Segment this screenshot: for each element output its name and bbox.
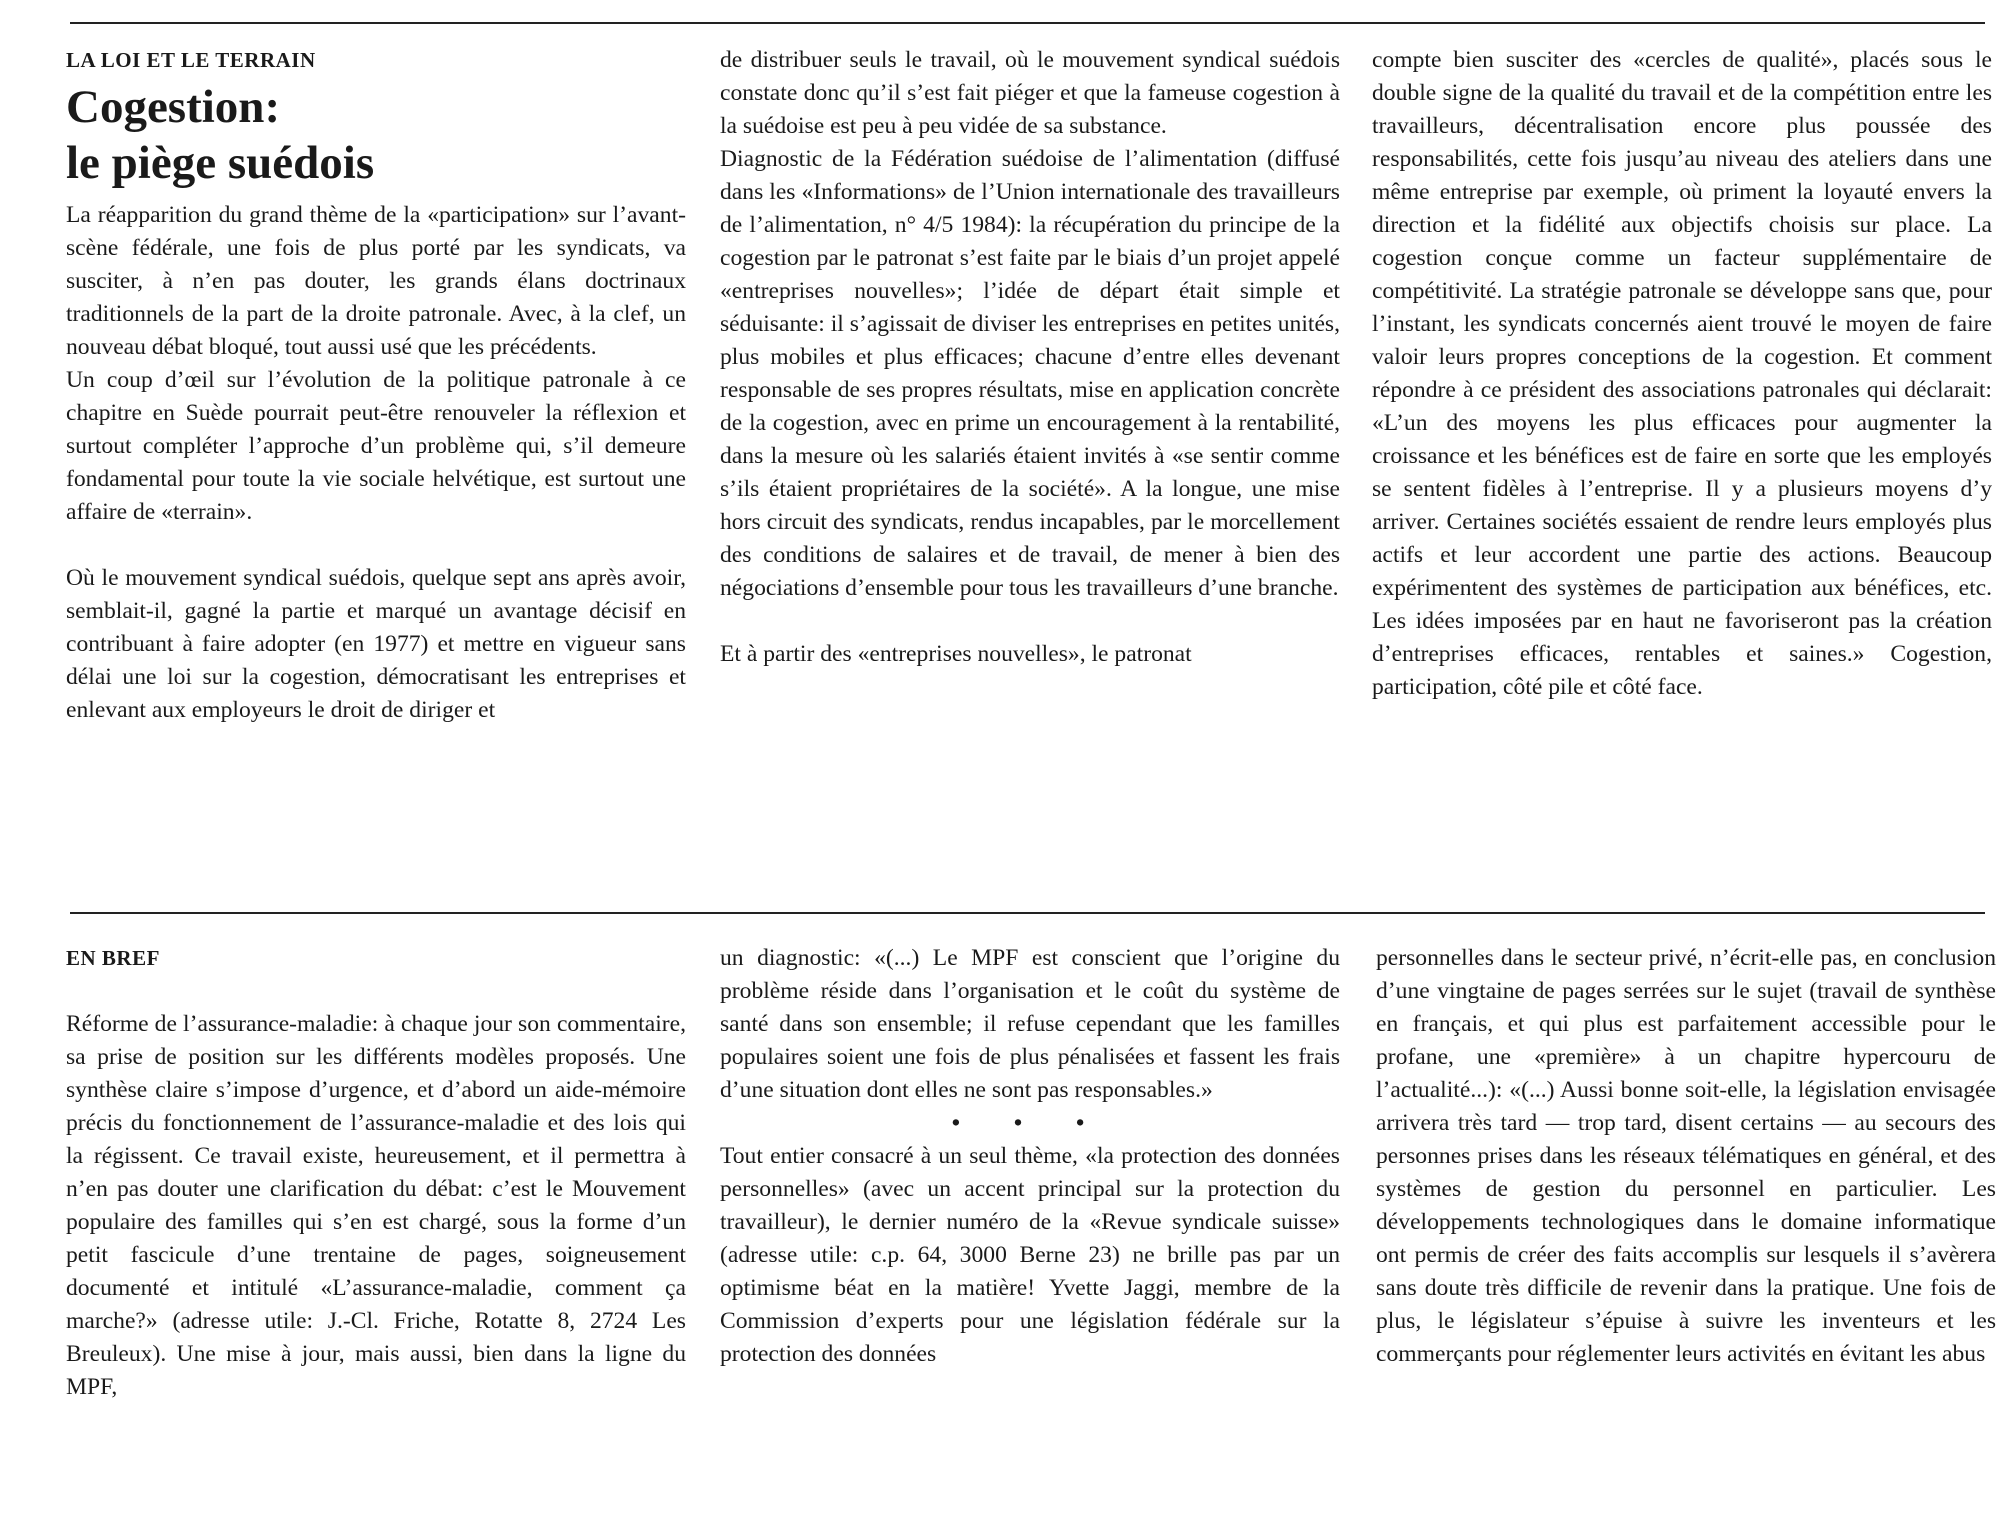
paragraph: compte bien susciter des «cercles de qualité», placés sous le double signe de la qualité du travail et de la compétition entre les travailleurs, décentralisation encore plus poussée des responsabilités, cette fois jusqu’au niveau des ateliers dans une même entreprise par exemple, où priment la loyauté envers la direction et la fidélité aux objectifs choisis sur place. La cogestion conçue comme un facteur supplémentaire de compétitivité. La stratégie patronale se développe sans que, pour l’instant, les syndicats concernés aient trouvé le moyen de faire valoir leurs propres conceptions de la cogestion. Et comment répondre à ce président des associations patronales qui déclarait: «L’un des moyens les plus efficaces pour augmenter la croissance et les bénéfices est de faire en sorte que les employés se sentent fidèles à l’entreprise. Il y a plusieurs moyens d’y arriver. Certaines sociétés essaient de rendre leurs employés plus actifs et leur accordent une partie des actions. Beaucoup expérimentent des systèmes de participation aux bénéfices, etc. Les idées imposées par en haut ne favoriseront pas la création d’entreprises efficaces, rentables et saines.» Cogestion, participation, côté pile et côté face.: [1372, 47, 1992, 700]
paragraph: Un coup d’œil sur l’évolution de la politique patronale à ce chapitre en Suède pourrait peut-être renouveler la réflexion et surtout compléter l’approche d’un problème qui, s’il demeure fondamental pour toute la vie sociale helvétique, est surtout une affaire de «terrain».: [66, 367, 686, 525]
section-divider: [70, 912, 1985, 914]
brief-column-1: [66, 942, 686, 1404]
paragraph: Tout entier consacré à un seul thème, «la protection des données personnelles» (avec un accent principal sur la protection du travailleur), le dernier numéro de la «Revue syndicale suisse» (adresse utile: c.p. 64, 3000 Berne 23) ne brille pas par un optimisme béat en la matière! Yvette Jaggi, membre de la Commission d’experts pour une législation fédérale sur la protection des données: [720, 1143, 1340, 1367]
brief-column-3: [1376, 942, 1996, 1371]
brief-kicker: EN BREF: [66, 946, 160, 970]
article-column-2: [720, 44, 1340, 671]
article-kicker: LA LOI ET LE TERRAIN: [66, 48, 316, 72]
paragraph: Diagnostic de la Fédération suédoise de l’alimentation (diffusé dans les «Informations» de l’Union internationale des travailleurs de l’alimentation, n° 4/5 1984): la récupération du principe de la cogestion par le patronat s’est faite par le biais d’un projet appelé «entreprises nouvelles»; l’idée de départ était simple et séduisante: il s’agissait de diviser les entreprises en petites unités, plus mobiles et plus efficaces; chacune d’entre elles devenant responsable de ses propres résultats, mise en application concrète de la cogestion, avec en prime un encouragement à la rentabilité, dans la mesure où les salariés étaient invités à «se sentir comme s’ils étaient propriétaires de la société». A la longue, une mise hors circuit des syndicats, rendus incapables, par le morcellement des conditions de salaires et de travail, de mener à bien des négociations d’ensemble pour tous les travailleurs d’une branche.: [720, 146, 1340, 601]
title-line-2: le piège suédois: [66, 137, 375, 189]
paragraph: La réapparition du grand thème de la «participation» sur l’avant-scène fédérale, une fois de plus porté par les syndicats, va susciter, à n’en pas douter, les grands élans doctrinaux traditionnels de la part de la droite patronale. Avec, à la clef, un nouveau débat bloqué, tout aussi usé que les précédents.: [66, 202, 686, 360]
paragraph: Où le mouvement syndical suédois, quelque sept ans après avoir, semblait-il, gagné la partie et marqué un avantage décisif en contribuant à faire adopter (en 1977) et mettre en vigueur sans délai une loi sur la cogestion, démocratisant les entreprises et enlevant aux employeurs le droit de diriger et: [66, 565, 686, 723]
paragraph: personnelles dans le secteur privé, n’écrit-elle pas, en conclusion d’une vingtaine de pages serrées sur le sujet (travail de synthèse en français, et qui plus est parfaitement accessible pour le profane, une «première» à un chapitre hypercouru de l’actualité...): «(...) Aussi bonne soit-elle, la législation envisagée arrivera très tard — trop tard, disent certains — au secours des personnes prises dans les réseaux télématiques en général, et des systèmes de gestion du personnel en particulier. Les développements technologiques dans le domaine informatique ont permis de créer des faits accomplis sur lesquels il s’avèrera sans doute très difficile de revenir dans la pratique. Une fois de plus, le législateur s’épuise à suivre les inventeurs et les commerçants pour réglementer leurs activités en évitant les abus: [1376, 945, 1996, 1367]
article-title: [66, 79, 686, 191]
top-rule: [70, 22, 1985, 24]
title-line-1: Cogestion:: [66, 81, 281, 133]
paragraph: Réforme de l’assurance-maladie: à chaque jour son commentaire, sa prise de position sur les différents modèles proposés. Une synthèse claire s’impose d’urgence, et d’abord un aide-mémoire précis du fonctionnement de l’assurance-maladie et des lois qui la régissent. Ce travail existe, heureusement, et il permettra à n’en pas douter une clarification du débat: c’est le Mouvement populaire des familles qui s’en est chargé, sous la forme d’un petit fascicule d’une trentaine de pages, soigneusement documenté et intitulé «L’assurance-maladie, comment ça marche?» (adresse utile: J.-Cl. Friche, Rotatte 8, 2724 Les Breuleux). Une mise à jour, mais aussi, bien dans la ligne du MPF,: [66, 1011, 686, 1400]
paragraph: Et à partir des «entreprises nouvelles», le patronat: [720, 641, 1192, 667]
brief-column-2: [720, 942, 1340, 1371]
paragraph: un diagnostic: «(...) Le MPF est conscient que l’origine du problème réside dans l’organisation et le coût du système de santé dans son ensemble; il refuse cependant que les familles populaires soient une fois de plus pénalisées et fassent les frais d’une situation dont elles ne sont pas responsables.»: [720, 945, 1340, 1103]
article-column-1: [66, 44, 686, 727]
separator-stars: • • •: [951, 1110, 1109, 1136]
paragraph: de distribuer seuls le travail, où le mouvement syndical suédois constate donc qu’il s’est fait piéger et que la fameuse cogestion à la suédoise est peu à peu vidée de sa substance.: [720, 47, 1340, 139]
article-column-3: [1372, 44, 1992, 704]
